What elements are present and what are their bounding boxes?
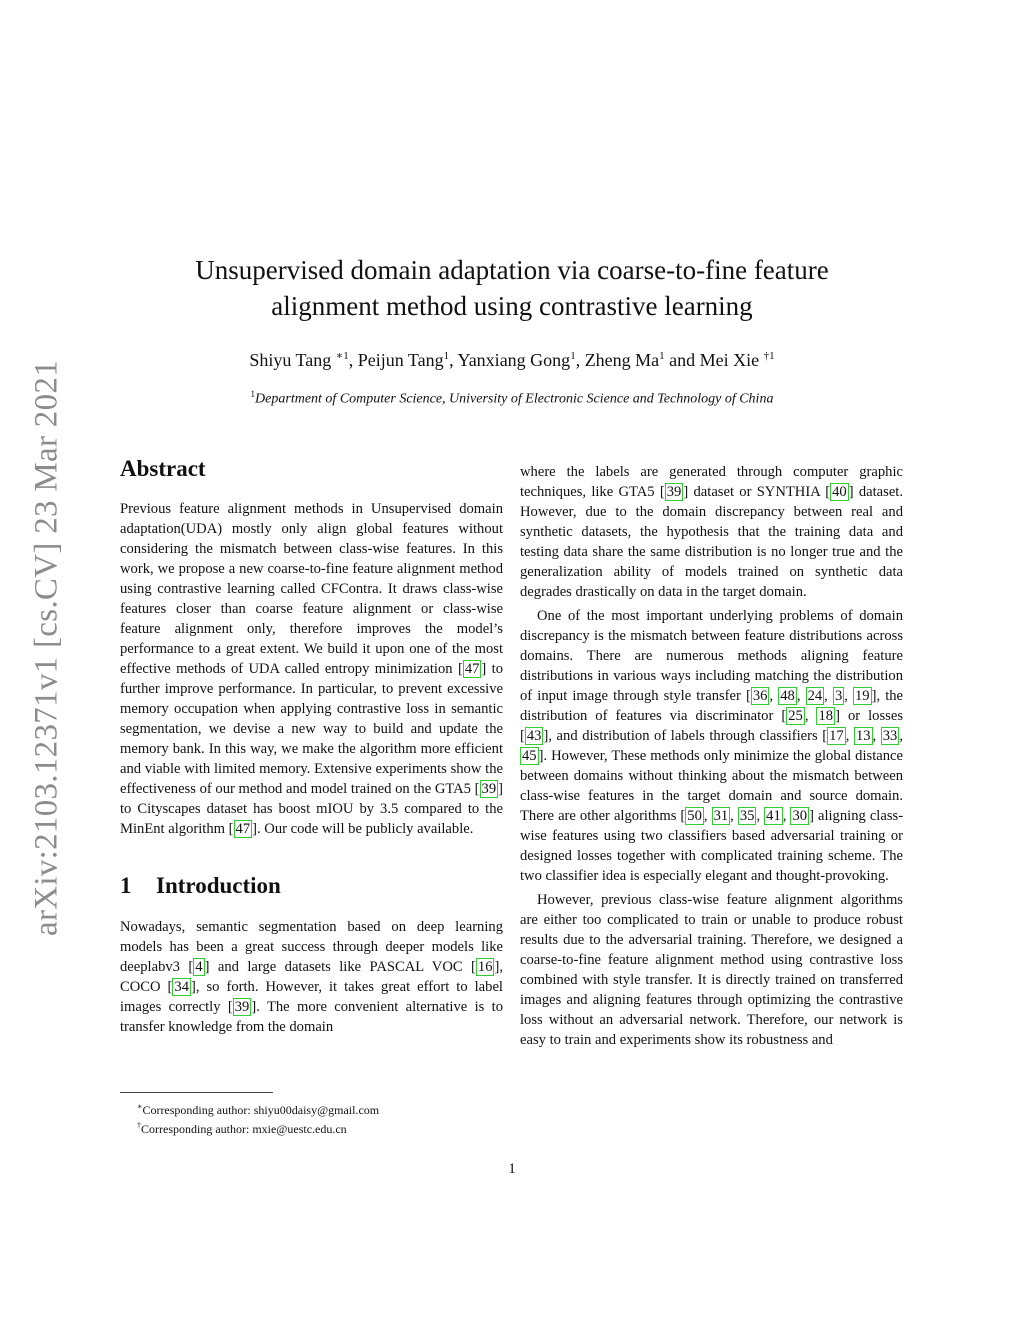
paper-title	[150, 252, 874, 324]
affiliation-text: Department of Computer Science, University of Electronic Science and Technology of China	[255, 391, 774, 407]
author-name: Peijun Tang	[357, 350, 444, 370]
citation-number: 39	[666, 484, 682, 500]
abstract-text: to Cityscapes dataset has boost mIOU by 3.5 compared to the MinEnt algorithm	[120, 801, 503, 837]
citation-link[interactable]: 48	[780, 688, 795, 704]
author-name: Zheng Ma	[584, 350, 660, 370]
citation-number: 47	[464, 661, 480, 677]
body-text: ] aligning class-wise features using two classifiers based adversarial training or designed losses together with complicated training scheme. The two classifier idea is especially elegant and thought-provoking.	[520, 808, 904, 884]
citation-link[interactable]: [ 40 ]	[825, 484, 854, 500]
citation-number: 34	[174, 979, 189, 995]
affiliation-mark: 1	[250, 389, 256, 399]
intro-text: . The more convenient alternative is to transfer knowledge from the domain	[120, 999, 503, 1035]
citation-link[interactable]: 24	[807, 688, 823, 704]
abstract-text: . Our code will be publicly available.	[256, 821, 474, 837]
citation-link[interactable]: 17	[829, 728, 844, 744]
citation-link[interactable]: [ 39 ]	[659, 484, 689, 500]
author-name: Yanxiang Gong	[457, 350, 571, 370]
citation-link[interactable]: [ 34 ]	[167, 979, 196, 995]
body-paragraph: However, previous class-wise feature alignment algorithms are either too complicated to train or unable to produce robust results due to the adversarial training. Therefore, we designed a coarse-to-fine feature alignment method using contrastive loss combined with style transfer. It is directly trained on transferred images and aligning features through optimizing the contrastive loss without an adversarial network. Therefore, our network is easy to train and experiments show its robustness and	[520, 892, 903, 1048]
author-list: Shiyu Tang $^{∗1}$, Peijun Tang$^1$, Yanxiang Gong$^1$, Zheng Ma$^1$ and Mei Xie $^{\dagger 1}$	[249, 350, 775, 370]
citation-link[interactable]: 33	[882, 728, 898, 744]
footnote-mark: †	[137, 1121, 141, 1130]
body-text: where the labels are generated through computer graphic techniques, like GTA5	[520, 464, 903, 500]
citation-number: 43	[526, 728, 542, 744]
page-number: 1	[508, 1161, 516, 1177]
citation-number: 40	[832, 484, 847, 500]
citation-link[interactable]: [ 4 ]	[188, 959, 210, 975]
intro-text: , so forth. However, it takes great effort to label images correctly	[120, 979, 503, 1015]
author-affiliation-mark: †1	[763, 350, 775, 362]
citation-link[interactable]: [ 16 ]	[471, 959, 500, 975]
abstract-text: Previous feature alignment methods in Unsupervised domain adaptation(UDA) mostly only align global features without considering the mismatch between class-wise features. In this work, we propose a new coarse-to-fine feature alignment method using contrastive learning called CFContra. It draws class-wise features closer than coarse feature alignment or class-wise feature alignment only, therefore improves the model’s performance to a great extent. We build it upon one of the most effective methods of UDA called entropy minimization	[120, 501, 503, 677]
body-text: ]. However, These methods only minimize the global distance between domains without thinking about the mismatch between class-wise features in the target domain and source domain. There are other algorithms [	[520, 748, 903, 824]
abstract-text: to further improve performance. In particular, to prevent excessive memory occupation when applying contrastive loss in semantic segmentation, we devise a new way to build and update the memory bank. In this way, we make the algorithm more efficient and viable with limited memory. Extensive experiments show the effectiveness of our method and model trained on the GTA5	[120, 661, 503, 797]
section-number: 1	[120, 873, 132, 898]
citation-link[interactable]: 25	[788, 708, 803, 724]
footnote-text: Corresponding author: shiyu00daisy@gmail.com	[142, 1103, 380, 1117]
footnote-mark: ∗	[137, 1102, 143, 1111]
author-name: Shiyu Tang	[249, 350, 332, 370]
author-conjunction: and	[669, 350, 696, 370]
citation-link[interactable]: 13	[855, 728, 871, 744]
citation-link[interactable]: [ 47 ]	[457, 661, 487, 677]
left-column	[120, 450, 503, 1037]
title-line-1: Unsupervised domain adaptation via coarse-to-fine feature	[195, 255, 829, 285]
body-paragraph: One of the most important underlying problems of domain discrepancy is the mismatch between feature distributions across domains. There are numerous methods aligning feature distributions in various ways including matching the distribution of input image through style transfer [ 36 , 48 , 24 , 3 , 19 ], the distribution of features via discriminator [ 25 , 18 ] or losses [ 43 ], and distribution of labels through classifiers [ 17 , 13 , 33 , 45 ]. However, These methods only minimize the global distance between domains without thinking about the mismatch between class-wise features in the target domain and source domain. There are other algorithms [ 50 , 31 , 35 , 41 , 30 ] aligning class-wise features using two classifiers based adversarial training or designed losses together with complicated training scheme. The two classifier idea is especially elegant and thought-provoking.	[520, 608, 904, 884]
introduction-heading	[120, 867, 503, 905]
author-affiliation-mark: 1	[443, 350, 450, 362]
citation-link[interactable]: 45	[522, 748, 537, 764]
footnote-text: Corresponding author: mxie@uestc.edu.cn	[141, 1122, 347, 1136]
citation-number: 39	[481, 781, 497, 797]
citation-link[interactable]: 36	[752, 688, 768, 704]
citation-number: 39	[234, 999, 250, 1015]
citation-link[interactable]: 3	[834, 688, 843, 704]
footnotes	[120, 1092, 503, 1137]
body-text: dataset. However, due to the domain discrepancy between real and synthetic datasets, the hypothesis that the training data and testing data share the same distribution is no longer true and the generalization ability of models trained on synthetic data degrades drastically on data in the target domain.	[520, 484, 903, 600]
body-text: dataset or SYNTHIA	[688, 484, 826, 500]
intro-text: , COCO	[120, 959, 504, 995]
citation-link[interactable]: 35	[739, 808, 755, 824]
footnote-rule	[120, 1092, 273, 1093]
section-title: Introduction	[156, 873, 281, 898]
footnote-1	[120, 1099, 503, 1118]
body-text: ], the distribution of features via discriminator [	[520, 688, 904, 724]
intro-text: and large datasets like PASCAL VOC	[209, 959, 472, 975]
affiliation	[150, 384, 874, 410]
citation-link[interactable]: [ 39 ]	[474, 781, 503, 797]
author-affiliation-mark: 1	[570, 350, 576, 362]
body-paragraph	[520, 462, 903, 602]
citation-link[interactable]: [ 43 ]	[520, 728, 549, 744]
citation-link[interactable]: [ 39 ]	[227, 999, 257, 1015]
citation-link[interactable]: 19	[855, 688, 870, 704]
citation-number: 16	[477, 959, 493, 975]
citation-number: 4	[195, 959, 203, 975]
citation-link[interactable]: 50	[687, 808, 702, 824]
right-column	[520, 462, 903, 1050]
author-affiliation-mark: ∗1	[335, 350, 349, 362]
intro-text: Nowadays, semantic segmentation based on deep learning models has been a great success through deeper models like deeplabv3	[120, 919, 503, 975]
citation-link[interactable]: 31	[713, 808, 729, 824]
citation-number: 47	[235, 821, 251, 837]
citation-link[interactable]: 30	[792, 808, 808, 824]
abstract-heading: Abstract	[120, 456, 206, 481]
citation-link[interactable]: 18	[818, 708, 834, 724]
citation-link[interactable]: 41	[766, 808, 781, 824]
abstract-paragraph	[120, 499, 503, 839]
footnote-2	[120, 1118, 503, 1137]
body-text: One of the most important underlying problems of domain discrepancy is the mismatch between feature distributions across domains. There are numerous methods aligning feature distributions in various ways including matching the distribution of input image through style transfer [	[520, 608, 903, 704]
title-line-2: alignment method using contrastive learning	[271, 291, 753, 321]
citation-link[interactable]: [ 47 ]	[228, 821, 257, 837]
arxiv-identifier-stamp: arXiv:2103.12371v1 [cs.CV] 23 Mar 2021	[28, 360, 65, 936]
introduction-paragraph	[120, 917, 503, 1037]
body-text: ] or losses	[835, 708, 903, 724]
body-text: , and distribution of labels through classifiers [	[548, 728, 828, 744]
author-affiliation-mark: 1	[659, 350, 665, 362]
author-name: Mei Xie	[699, 350, 760, 370]
